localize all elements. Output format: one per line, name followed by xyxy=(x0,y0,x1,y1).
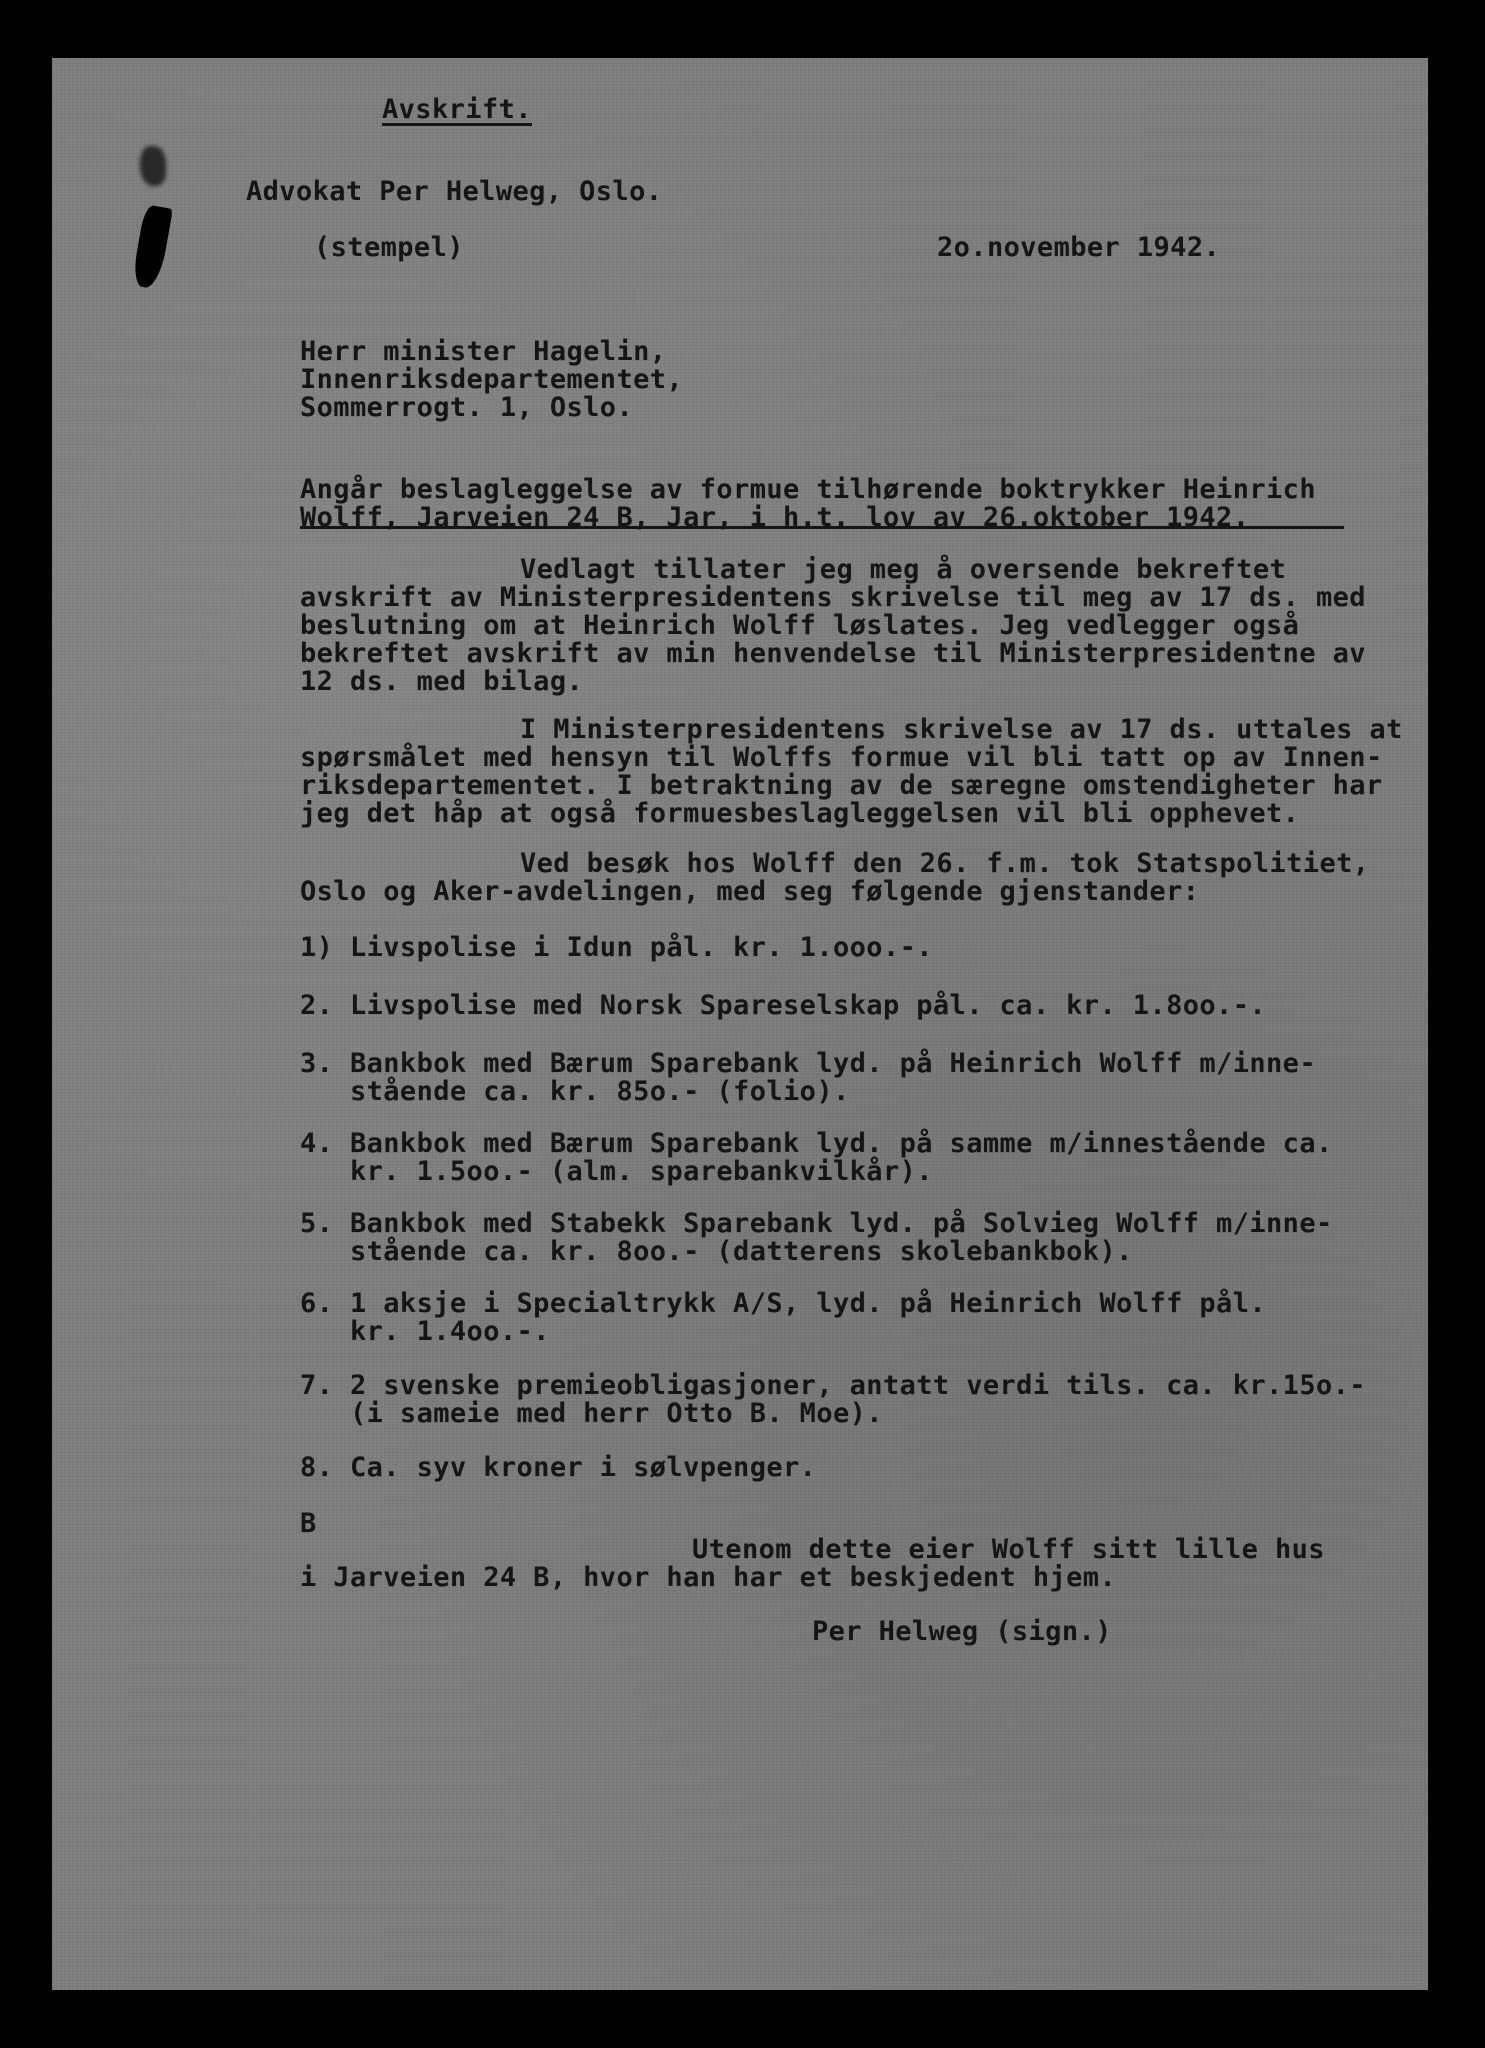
binding-tab xyxy=(131,204,173,290)
list-item: kr. 1.4oo.-. xyxy=(300,1316,550,1347)
list-item: 4. Bankbok med Bærum Sparebank lyd. på samme m/innestående ca. xyxy=(300,1128,1333,1159)
paragraph-1-line: bekreftet avskrift av min henvendelse til Ministerpresidentne av xyxy=(300,638,1366,669)
paragraph-1-line: Vedlagt tillater jeg meg å oversende bekreftet xyxy=(520,554,1287,585)
list-item: kr. 1.5oo.- (alm. sparebankvilkår). xyxy=(300,1156,933,1187)
stamp-note: (stempel) xyxy=(314,232,464,263)
paragraph-2-line: riksdepartementet. I betraktning av de særegne omstendigheter har xyxy=(300,770,1383,801)
signature: Per Helweg (sign.) xyxy=(812,1616,1112,1647)
ink-blot xyxy=(140,146,166,186)
subject-line-1: Angår beslagleggelse av formue tilhørende boktrykker Heinrich xyxy=(300,474,1316,505)
document-page xyxy=(52,58,1428,1990)
recipient-name: Herr minister Hagelin, xyxy=(300,336,667,367)
subject-line-2: Wolff, Jarveien 24 B, Jar, i h.t. lov av 26.oktober 1942. xyxy=(300,502,1250,533)
paragraph-2-line: jeg det håp at også formuesbeslagleggelsen vil bli opphevet. xyxy=(300,798,1300,829)
letter-date: 2o.november 1942. xyxy=(937,232,1221,263)
paragraph-1-line: beslutning om at Heinrich Wolff løslates. Jeg vedlegger også xyxy=(300,610,1300,641)
list-item: 6. 1 aksje i Specialtrykk A/S, lyd. på Heinrich Wolff pål. xyxy=(300,1288,1267,1319)
list-item: 2. Livspolise med Norsk Spareselskap pål. ca. kr. 1.8oo.-. xyxy=(300,990,1267,1021)
list-item: stående ca. kr. 85o.- (folio). xyxy=(300,1076,850,1107)
list-item: 1) Livspolise i Idun pål. kr. 1.ooo.-. xyxy=(300,932,933,963)
list-item: stående ca. kr. 8oo.- (datterens skolebankbok). xyxy=(300,1236,1133,1267)
paragraph-1-line: avskrift av Ministerpresidentens skrivelse til meg av 17 ds. med xyxy=(300,582,1366,613)
list-item: 8. Ca. syv kroner i sølvpenger. xyxy=(300,1452,817,1483)
paragraph-2-line: spørsmålet med hensyn til Wolffs formue vil bli tatt op av Innen- xyxy=(300,742,1383,773)
paragraph-2-line: I Ministerpresidentens skrivelse av 17 ds. uttales at xyxy=(520,714,1403,745)
recipient-department: Innenriksdepartementet, xyxy=(300,364,684,395)
closing-line: Utenom dette eier Wolff sitt lille hus xyxy=(692,1534,1325,1565)
closing-mark: B xyxy=(300,1508,317,1539)
list-item: 5. Bankbok med Stabekk Sparebank lyd. på Solvieg Wolff m/inne- xyxy=(300,1208,1333,1239)
list-item: (i sameie med herr Otto B. Moe). xyxy=(300,1398,883,1429)
sender-line: Advokat Per Helweg, Oslo. xyxy=(246,176,663,207)
paragraph-3-line: Ved besøk hos Wolff den 26. f.m. tok Statspolitiet, xyxy=(520,848,1370,879)
paragraph-1-line: 12 ds. med bilag. xyxy=(300,666,584,697)
closing-line: i Jarveien 24 B, hvor han har et beskjedent hjem. xyxy=(300,1562,1117,1593)
document-heading: Avskrift. xyxy=(382,94,532,125)
paragraph-3-line: Oslo og Aker-avdelingen, med seg følgende gjenstander: xyxy=(300,876,1200,907)
list-item: 7. 2 svenske premieobligasjoner, antatt verdi tils. ca. kr.15o.- xyxy=(300,1370,1366,1401)
subject-underline xyxy=(300,526,1344,529)
list-item: 3. Bankbok med Bærum Sparebank lyd. på Heinrich Wolff m/inne- xyxy=(300,1048,1316,1079)
recipient-address: Sommerrogt. 1, Oslo. xyxy=(300,392,634,423)
